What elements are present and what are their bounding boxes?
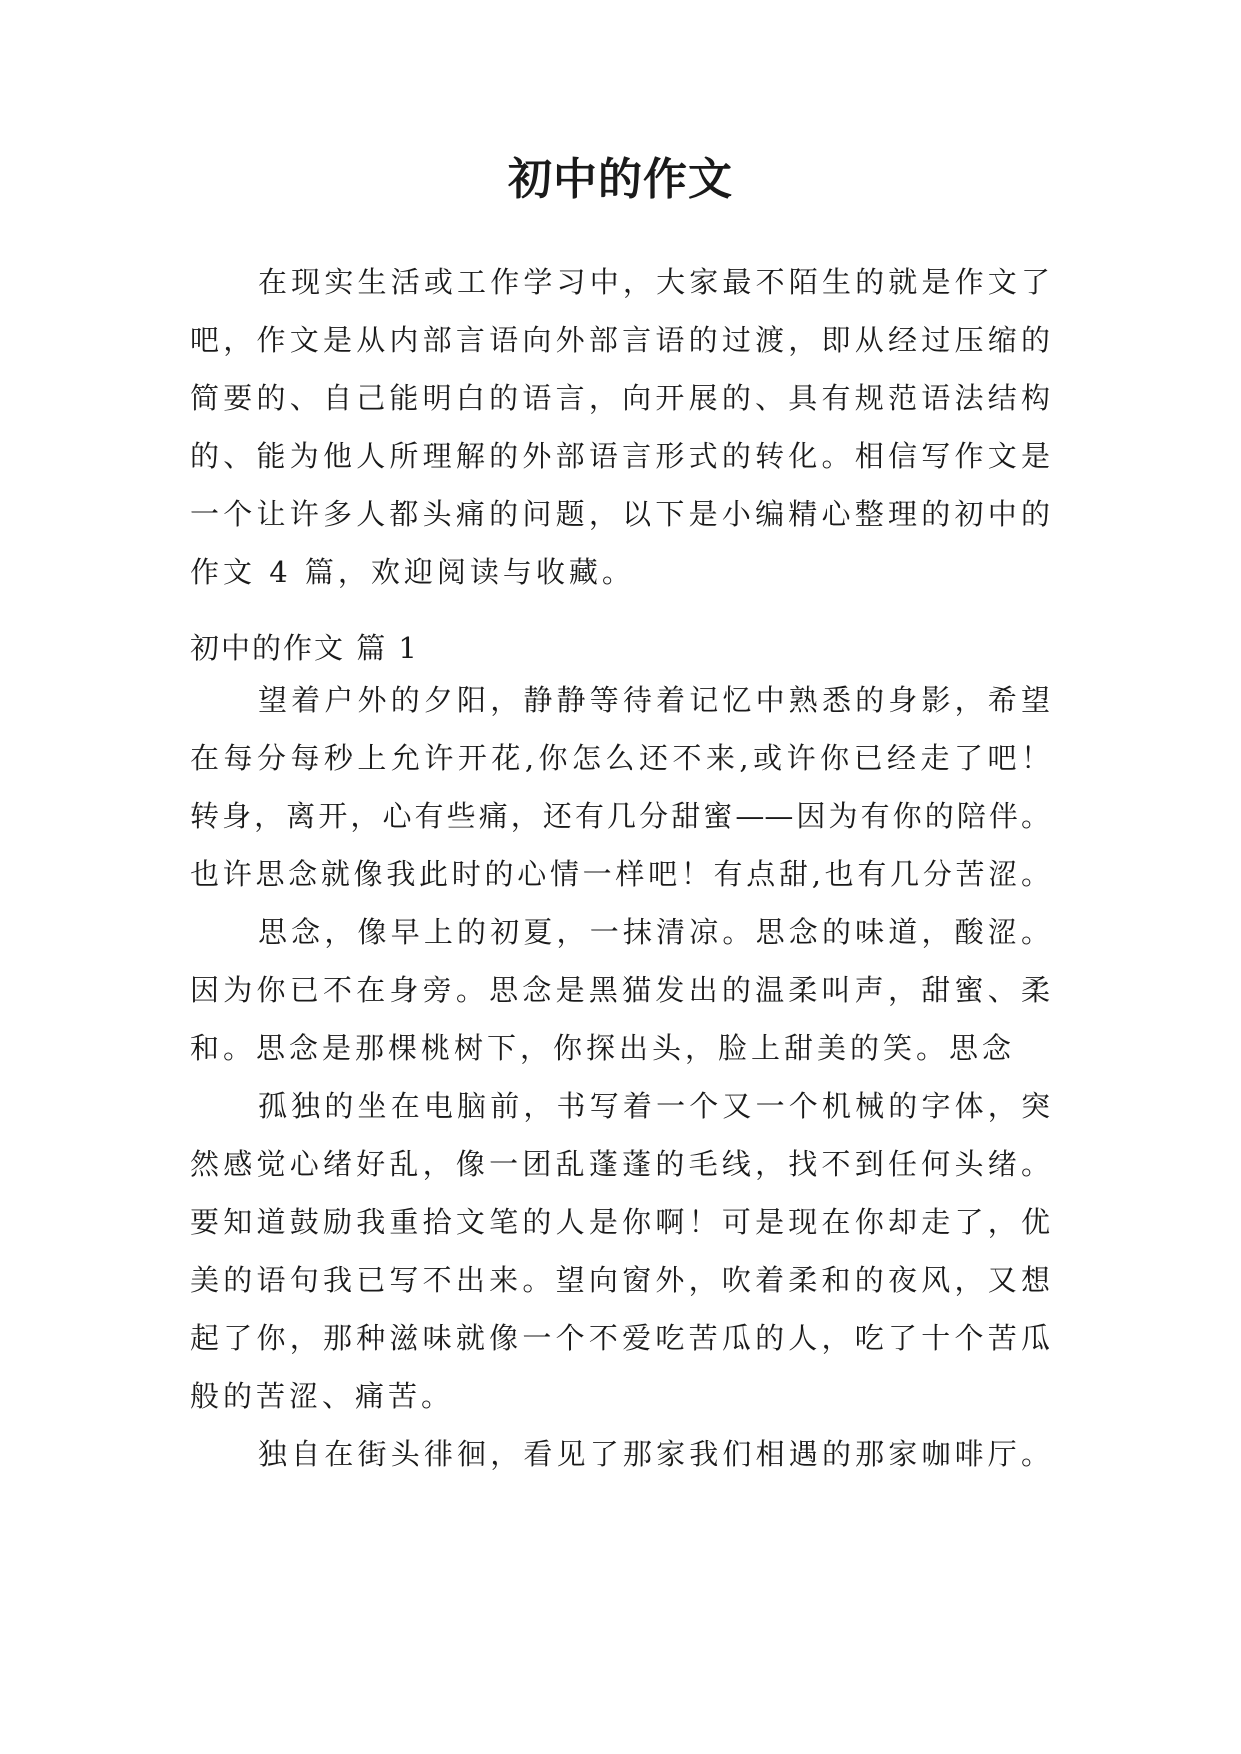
body-line: 孤独的坐在电脑前，书写着一个又一个机械的字体，突 (258, 1089, 1050, 1123)
body-line: 然感觉心绪好乱，像一团乱蓬蓬的毛线，找不到任何头绪。 (190, 1147, 1050, 1181)
intro-line: 作文 4 篇，欢迎阅读与收藏。 (190, 555, 635, 589)
body-line: 起了你，那种滋味就像一个不爱吃苦瓜的人，吃了十个苦瓜 (190, 1321, 1050, 1355)
body-line: 因为你已不在身旁。思念是黑猫发出的温柔叫声，甜蜜、柔 (190, 973, 1050, 1007)
body-line: 独自在街头徘徊，看见了那家我们相遇的那家咖啡厅。 (258, 1437, 1050, 1471)
body-line: 要知道鼓励我重拾文笔的人是你啊！可是现在你却走了，优 (190, 1205, 1050, 1239)
body-line: 美的语句我已写不出来。望向窗外，吹着柔和的夜风，又想 (190, 1263, 1050, 1297)
body-line: 望着户外的夕阳，静静等待着记忆中熟悉的身影，希望 (258, 683, 1050, 717)
section-heading: 初中的作文 篇 1 (190, 631, 419, 665)
body-line: 和。思念是那棵桃树下，你探出头，脸上甜美的笑。思念 (190, 1031, 1016, 1065)
body-line: 也许思念就像我此时的心情一样吧！有点甜,也有几分苦涩。 (190, 857, 1050, 891)
intro-line: 简要的、自己能明白的语言，向开展的、具有规范语法结构 (190, 381, 1050, 415)
intro-line: 的、能为他人所理解的外部语言形式的转化。相信写作文是 (190, 439, 1050, 473)
body-line: 在每分每秒上允许开花,你怎么还不来,或许你已经走了吧！ (190, 741, 1050, 775)
body-line: 转身，离开，心有些痛，还有几分甜蜜——因为有你的陪伴。 (190, 799, 1050, 833)
intro-line: 一个让许多人都头痛的问题，以下是小编精心整理的初中的 (190, 497, 1050, 531)
body-line: 思念，像早上的初夏，一抹清凉。思念的味道，酸涩。 (258, 915, 1050, 949)
document-title: 初中的作文 (508, 154, 733, 205)
intro-line: 在现实生活或工作学习中，大家最不陌生的就是作文了 (258, 265, 1050, 299)
intro-line: 吧，作文是从内部言语向外部言语的过渡，即从经过压缩的 (190, 323, 1050, 357)
body-line: 般的苦涩、痛苦。 (190, 1379, 455, 1413)
